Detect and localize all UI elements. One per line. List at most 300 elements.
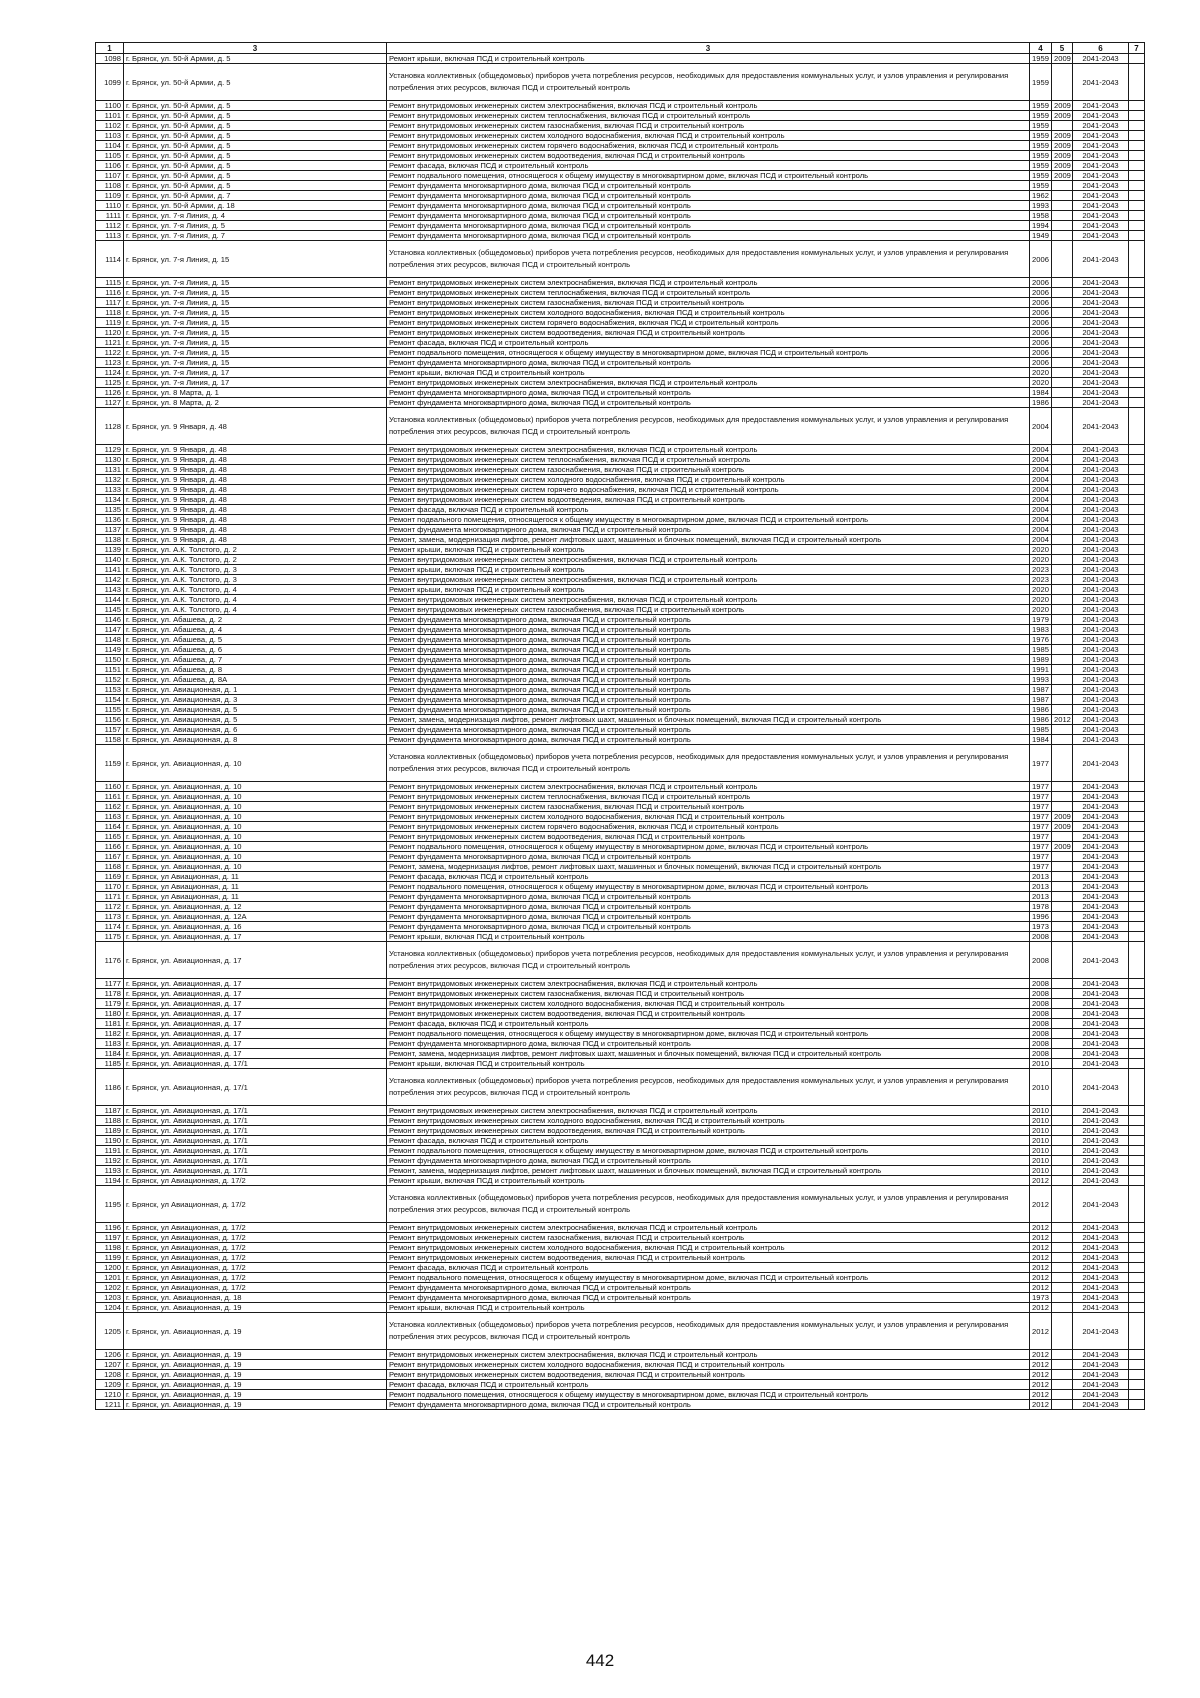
build-year-cell: 2012	[1030, 1380, 1052, 1390]
extra-cell	[1129, 1370, 1145, 1380]
work-type-cell: Установка коллективных (общедомовых) приборов учета потребления ресурсов, необходимых для предоставления коммунальных услуг, и узлов управления и регулирования потребления этих ресурсов, включая ПСД и строительный контроль	[387, 408, 1030, 445]
planned-period-cell: 2041-2043	[1073, 221, 1129, 231]
table-row	[96, 1069, 1145, 1106]
row-number-cell: 1102	[96, 121, 124, 131]
planned-period-cell: 2041-2043	[1073, 862, 1129, 872]
work-type-cell: Ремонт внутридомовых инженерных систем электроснабжения, включая ПСД и строительный контроль	[387, 278, 1030, 288]
extra-cell	[1129, 705, 1145, 715]
build-year-cell: 2008	[1030, 942, 1052, 979]
row-number-cell: 1191	[96, 1146, 124, 1156]
work-type-cell: Ремонт подвального помещения, относящегося к общему имуществу в многоквартирном доме, включая ПСД и строительный контроль	[387, 882, 1030, 892]
last-repair-year-cell	[1052, 1400, 1073, 1410]
last-repair-year-cell	[1052, 1039, 1073, 1049]
address-cell: г. Брянск, ул. Авиационная, д. 17	[124, 1049, 387, 1059]
row-number-cell: 1127	[96, 398, 124, 408]
extra-cell	[1129, 398, 1145, 408]
column-header: 3	[387, 43, 1030, 54]
extra-cell	[1129, 131, 1145, 141]
row-number-cell: 1105	[96, 151, 124, 161]
build-year-cell: 1989	[1030, 655, 1052, 665]
build-year-cell: 2008	[1030, 1029, 1052, 1039]
planned-period-cell: 2041-2043	[1073, 585, 1129, 595]
work-type-cell: Ремонт внутридомовых инженерных систем газоснабжения, включая ПСД и строительный контроль	[387, 605, 1030, 615]
table-row	[96, 802, 1145, 812]
extra-cell	[1129, 1186, 1145, 1223]
build-year-cell: 2012	[1030, 1370, 1052, 1380]
extra-cell	[1129, 892, 1145, 902]
table-row	[96, 378, 1145, 388]
planned-period-cell: 2041-2043	[1073, 1126, 1129, 1136]
table-row	[96, 525, 1145, 535]
last-repair-year-cell	[1052, 1156, 1073, 1166]
extra-cell	[1129, 872, 1145, 882]
last-repair-year-cell	[1052, 1116, 1073, 1126]
extra-cell	[1129, 792, 1145, 802]
table-row	[96, 1146, 1145, 1156]
row-number-cell: 1200	[96, 1263, 124, 1273]
extra-cell	[1129, 475, 1145, 485]
row-number-cell: 1152	[96, 675, 124, 685]
planned-period-cell: 2041-2043	[1073, 278, 1129, 288]
last-repair-year-cell	[1052, 288, 1073, 298]
planned-period-cell: 2041-2043	[1073, 211, 1129, 221]
last-repair-year-cell	[1052, 862, 1073, 872]
table-row	[96, 1313, 1145, 1350]
address-cell: г. Брянск, ул. Авиационная, д. 16	[124, 922, 387, 932]
build-year-cell: 1973	[1030, 922, 1052, 932]
address-cell: г. Брянск, ул. Авиационная, д. 10	[124, 822, 387, 832]
planned-period-cell: 2041-2043	[1073, 792, 1129, 802]
extra-cell	[1129, 675, 1145, 685]
last-repair-year-cell	[1052, 595, 1073, 605]
table-row	[96, 1253, 1145, 1263]
work-type-cell: Ремонт внутридомовых инженерных систем водоотведения, включая ПСД и строительный контроль	[387, 328, 1030, 338]
planned-period-cell: 2041-2043	[1073, 121, 1129, 131]
work-type-cell: Ремонт фундамента многоквартирного дома, включая ПСД и строительный контроль	[387, 645, 1030, 655]
planned-period-cell: 2041-2043	[1073, 1176, 1129, 1186]
row-number-cell: 1109	[96, 191, 124, 201]
table-row	[96, 495, 1145, 505]
row-number-cell: 1167	[96, 852, 124, 862]
last-repair-year-cell	[1052, 1380, 1073, 1390]
row-number-cell: 1139	[96, 545, 124, 555]
build-year-cell: 1959	[1030, 64, 1052, 101]
table-row	[96, 1273, 1145, 1283]
work-type-cell: Ремонт фасада, включая ПСД и строительный контроль	[387, 872, 1030, 882]
build-year-cell: 2008	[1030, 999, 1052, 1009]
extra-cell	[1129, 515, 1145, 525]
build-year-cell: 2020	[1030, 595, 1052, 605]
build-year-cell: 1984	[1030, 735, 1052, 745]
row-number-cell: 1126	[96, 388, 124, 398]
table-row	[96, 211, 1145, 221]
build-year-cell: 2012	[1030, 1313, 1052, 1350]
build-year-cell: 1978	[1030, 902, 1052, 912]
address-cell: г. Брянск, ул. 9 Января, д. 48	[124, 525, 387, 535]
planned-period-cell: 2041-2043	[1073, 1029, 1129, 1039]
planned-period-cell: 2041-2043	[1073, 852, 1129, 862]
row-number-cell: 1164	[96, 822, 124, 832]
work-type-cell: Ремонт фундамента многоквартирного дома, включая ПСД и строительный контроль	[387, 625, 1030, 635]
build-year-cell: 2010	[1030, 1136, 1052, 1146]
row-number-cell: 1207	[96, 1360, 124, 1370]
address-cell: г. Брянск, ул. 7-я Линия, д. 15	[124, 328, 387, 338]
last-repair-year-cell	[1052, 1390, 1073, 1400]
table-row	[96, 535, 1145, 545]
last-repair-year-cell	[1052, 221, 1073, 231]
table-row	[96, 278, 1145, 288]
table-row	[96, 181, 1145, 191]
row-number-cell: 1210	[96, 1390, 124, 1400]
table-row	[96, 408, 1145, 445]
build-year-cell: 1959	[1030, 141, 1052, 151]
last-repair-year-cell: 2009	[1052, 101, 1073, 111]
work-type-cell: Ремонт фундамента многоквартирного дома, включая ПСД и строительный контроль	[387, 902, 1030, 912]
address-cell: г. Брянск, ул. 7-я Линия, д. 15	[124, 241, 387, 278]
row-number-cell: 1122	[96, 348, 124, 358]
build-year-cell: 2012	[1030, 1233, 1052, 1243]
address-cell: г. Брянск, ул. 50-й Армии, д. 18	[124, 201, 387, 211]
planned-period-cell: 2041-2043	[1073, 555, 1129, 565]
last-repair-year-cell	[1052, 1293, 1073, 1303]
planned-period-cell: 2041-2043	[1073, 1166, 1129, 1176]
row-number-cell: 1143	[96, 585, 124, 595]
work-type-cell: Ремонт фундамента многоквартирного дома, включая ПСД и строительный контроль	[387, 922, 1030, 932]
table-row	[96, 1293, 1145, 1303]
planned-period-cell: 2041-2043	[1073, 368, 1129, 378]
work-type-cell: Ремонт фундамента многоквартирного дома, включая ПСД и строительный контроль	[387, 615, 1030, 625]
address-cell: г. Брянск, ул Авиационная, д. 11	[124, 892, 387, 902]
planned-period-cell: 2041-2043	[1073, 882, 1129, 892]
address-cell: г. Брянск, ул Авиационная, д. 11	[124, 882, 387, 892]
last-repair-year-cell	[1052, 181, 1073, 191]
last-repair-year-cell	[1052, 475, 1073, 485]
address-cell: г. Брянск, ул Авиационная, д. 17/2	[124, 1243, 387, 1253]
build-year-cell: 1977	[1030, 812, 1052, 822]
extra-cell	[1129, 1039, 1145, 1049]
build-year-cell: 1993	[1030, 201, 1052, 211]
row-number-cell: 1173	[96, 912, 124, 922]
address-cell: г. Брянск, ул. Авиационная, д. 18	[124, 1293, 387, 1303]
build-year-cell: 1977	[1030, 782, 1052, 792]
build-year-cell: 1991	[1030, 665, 1052, 675]
build-year-cell: 2010	[1030, 1106, 1052, 1116]
extra-cell	[1129, 1400, 1145, 1410]
table-row	[96, 1360, 1145, 1370]
table-row	[96, 832, 1145, 842]
work-type-cell: Ремонт внутридомовых инженерных систем теплоснабжения, включая ПСД и строительный контроль	[387, 792, 1030, 802]
table-row	[96, 655, 1145, 665]
table-row	[96, 485, 1145, 495]
address-cell: г. Брянск, ул. Авиационная, д. 19	[124, 1303, 387, 1313]
table-row	[96, 241, 1145, 278]
table-row	[96, 685, 1145, 695]
address-cell: г. Брянск, ул. Авиационная, д. 17/1	[124, 1069, 387, 1106]
work-type-cell: Ремонт внутридомовых инженерных систем водоотведения, включая ПСД и строительный контроль	[387, 151, 1030, 161]
last-repair-year-cell	[1052, 1059, 1073, 1069]
work-type-cell: Ремонт внутридомовых инженерных систем электроснабжения, включая ПСД и строительный контроль	[387, 595, 1030, 605]
address-cell: г. Брянск, ул. 7-я Линия, д. 15	[124, 318, 387, 328]
row-number-cell: 1179	[96, 999, 124, 1009]
build-year-cell: 1959	[1030, 101, 1052, 111]
table-row	[96, 231, 1145, 241]
row-number-cell: 1188	[96, 1116, 124, 1126]
build-year-cell: 1977	[1030, 792, 1052, 802]
table-row	[96, 318, 1145, 328]
work-type-cell: Ремонт фундамента многоквартирного дома, включая ПСД и строительный контроль	[387, 1283, 1030, 1293]
table-row	[96, 475, 1145, 485]
last-repair-year-cell	[1052, 455, 1073, 465]
table-row	[96, 1263, 1145, 1273]
address-cell: г. Брянск, ул. Авиационная, д. 17	[124, 979, 387, 989]
build-year-cell: 2013	[1030, 892, 1052, 902]
build-year-cell: 1986	[1030, 715, 1052, 725]
row-number-cell: 1157	[96, 725, 124, 735]
last-repair-year-cell	[1052, 575, 1073, 585]
planned-period-cell: 2041-2043	[1073, 1313, 1129, 1350]
planned-period-cell: 2041-2043	[1073, 171, 1129, 181]
build-year-cell: 1959	[1030, 54, 1052, 64]
address-cell: г. Брянск, ул. 7-я Линия, д. 4	[124, 211, 387, 221]
work-type-cell: Ремонт внутридомовых инженерных систем водоотведения, включая ПСД и строительный контроль	[387, 1370, 1030, 1380]
address-cell: г. Брянск, ул. Авиационная, д. 1	[124, 685, 387, 695]
work-type-cell: Ремонт внутридомовых инженерных систем водоотведения, включая ПСД и строительный контроль	[387, 832, 1030, 842]
address-cell: г. Брянск, ул. 9 Января, д. 48	[124, 408, 387, 445]
row-number-cell: 1098	[96, 54, 124, 64]
work-type-cell: Ремонт внутридомовых инженерных систем электроснабжения, включая ПСД и строительный контроль	[387, 979, 1030, 989]
row-number-cell: 1172	[96, 902, 124, 912]
table-row	[96, 792, 1145, 802]
address-cell: г. Брянск, ул. Авиационная, д. 19	[124, 1350, 387, 1360]
extra-cell	[1129, 1390, 1145, 1400]
extra-cell	[1129, 348, 1145, 358]
last-repair-year-cell	[1052, 852, 1073, 862]
table-row	[96, 1156, 1145, 1166]
row-number-cell: 1175	[96, 932, 124, 942]
table-row	[96, 1186, 1145, 1223]
build-year-cell: 1984	[1030, 388, 1052, 398]
last-repair-year-cell	[1052, 368, 1073, 378]
planned-period-cell: 2041-2043	[1073, 465, 1129, 475]
work-type-cell: Ремонт подвального помещения, относящегося к общему имуществу в многоквартирном доме, включая ПСД и строительный контроль	[387, 171, 1030, 181]
row-number-cell: 1133	[96, 485, 124, 495]
planned-period-cell: 2041-2043	[1073, 111, 1129, 121]
row-number-cell: 1150	[96, 655, 124, 665]
planned-period-cell: 2041-2043	[1073, 1186, 1129, 1223]
row-number-cell: 1160	[96, 782, 124, 792]
extra-cell	[1129, 989, 1145, 999]
planned-period-cell: 2041-2043	[1073, 605, 1129, 615]
work-type-cell: Ремонт фундамента многоквартирного дома, включая ПСД и строительный контроль	[387, 221, 1030, 231]
work-type-cell: Ремонт внутридомовых инженерных систем холодного водоснабжения, включая ПСД и строительный контроль	[387, 475, 1030, 485]
row-number-cell: 1114	[96, 241, 124, 278]
address-cell: г. Брянск, ул. Авиационная, д. 17/1	[124, 1106, 387, 1116]
row-number-cell: 1104	[96, 141, 124, 151]
row-number-cell: 1156	[96, 715, 124, 725]
planned-period-cell: 2041-2043	[1073, 1116, 1129, 1126]
address-cell: г. Брянск, ул. 50-й Армии, д. 5	[124, 181, 387, 191]
build-year-cell: 2008	[1030, 1049, 1052, 1059]
work-type-cell: Ремонт подвального помещения, относящегося к общему имуществу в многоквартирном доме, включая ПСД и строительный контроль	[387, 1390, 1030, 1400]
last-repair-year-cell	[1052, 1253, 1073, 1263]
extra-cell	[1129, 54, 1145, 64]
planned-period-cell: 2041-2043	[1073, 595, 1129, 605]
extra-cell	[1129, 695, 1145, 705]
extra-cell	[1129, 1146, 1145, 1156]
last-repair-year-cell	[1052, 231, 1073, 241]
planned-period-cell: 2041-2043	[1073, 575, 1129, 585]
extra-cell	[1129, 1029, 1145, 1039]
extra-cell	[1129, 141, 1145, 151]
planned-period-cell: 2041-2043	[1073, 398, 1129, 408]
row-number-cell: 1194	[96, 1176, 124, 1186]
address-cell: г. Брянск, ул. Авиационная, д. 17	[124, 999, 387, 1009]
column-header: 1	[96, 43, 124, 54]
row-number-cell: 1204	[96, 1303, 124, 1313]
row-number-cell: 1149	[96, 645, 124, 655]
build-year-cell: 2012	[1030, 1283, 1052, 1293]
table-row	[96, 388, 1145, 398]
row-number-cell: 1101	[96, 111, 124, 121]
extra-cell	[1129, 485, 1145, 495]
planned-period-cell: 2041-2043	[1073, 445, 1129, 455]
planned-period-cell: 2041-2043	[1073, 635, 1129, 645]
table-row	[96, 171, 1145, 181]
work-type-cell: Ремонт крыши, включая ПСД и строительный контроль	[387, 54, 1030, 64]
page-number: 442	[585, 1651, 615, 1670]
work-type-cell: Ремонт фундамента многоквартирного дома, включая ПСД и строительный контроль	[387, 655, 1030, 665]
extra-cell	[1129, 615, 1145, 625]
table-row	[96, 191, 1145, 201]
address-cell: г. Брянск, ул. Абашева, д. 5	[124, 635, 387, 645]
work-type-cell: Ремонт подвального помещения, относящегося к общему имуществу в многоквартирном доме, включая ПСД и строительный контроль	[387, 842, 1030, 852]
work-type-cell: Ремонт внутридомовых инженерных систем водоотведения, включая ПСД и строительный контроль	[387, 1126, 1030, 1136]
last-repair-year-cell	[1052, 1176, 1073, 1186]
build-year-cell: 2006	[1030, 278, 1052, 288]
address-cell: г. Брянск, ул. Авиационная, д. 17	[124, 1029, 387, 1039]
planned-period-cell: 2041-2043	[1073, 902, 1129, 912]
extra-cell	[1129, 1283, 1145, 1293]
extra-cell	[1129, 408, 1145, 445]
extra-cell	[1129, 812, 1145, 822]
row-number-cell: 1166	[96, 842, 124, 852]
table-row	[96, 358, 1145, 368]
work-type-cell: Ремонт фундамента многоквартирного дома, включая ПСД и строительный контроль	[387, 1039, 1030, 1049]
work-type-cell: Ремонт внутридомовых инженерных систем электроснабжения, включая ПСД и строительный контроль	[387, 101, 1030, 111]
last-repair-year-cell	[1052, 1069, 1073, 1106]
last-repair-year-cell: 2012	[1052, 715, 1073, 725]
table-row	[96, 675, 1145, 685]
row-number-cell: 1113	[96, 231, 124, 241]
address-cell: г. Брянск, ул. 50-й Армии, д. 5	[124, 141, 387, 151]
last-repair-year-cell	[1052, 922, 1073, 932]
build-year-cell: 1977	[1030, 832, 1052, 842]
last-repair-year-cell	[1052, 1233, 1073, 1243]
extra-cell	[1129, 665, 1145, 675]
last-repair-year-cell	[1052, 565, 1073, 575]
last-repair-year-cell	[1052, 725, 1073, 735]
last-repair-year-cell: 2009	[1052, 141, 1073, 151]
build-year-cell: 1996	[1030, 912, 1052, 922]
work-type-cell: Установка коллективных (общедомовых) приборов учета потребления ресурсов, необходимых для предоставления коммунальных услуг, и узлов управления и регулирования потребления этих ресурсов, включая ПСД и строительный контроль	[387, 64, 1030, 101]
table-row	[96, 465, 1145, 475]
work-type-cell: Ремонт внутридомовых инженерных систем электроснабжения, включая ПСД и строительный контроль	[387, 378, 1030, 388]
address-cell: г. Брянск, ул. Авиационная, д. 17	[124, 932, 387, 942]
work-type-cell: Ремонт фасада, включая ПСД и строительный контроль	[387, 1019, 1030, 1029]
planned-period-cell: 2041-2043	[1073, 358, 1129, 368]
extra-cell	[1129, 465, 1145, 475]
address-cell: г. Брянск, ул. Абашева, д. 8	[124, 665, 387, 675]
work-type-cell: Ремонт внутридомовых инженерных систем холодного водоснабжения, включая ПСД и строительный контроль	[387, 812, 1030, 822]
last-repair-year-cell	[1052, 398, 1073, 408]
planned-period-cell: 2041-2043	[1073, 1156, 1129, 1166]
extra-cell	[1129, 745, 1145, 782]
extra-cell	[1129, 555, 1145, 565]
table-row	[96, 151, 1145, 161]
address-cell: г. Брянск, ул. Авиационная, д. 19	[124, 1390, 387, 1400]
row-number-cell: 1123	[96, 358, 124, 368]
planned-period-cell: 2041-2043	[1073, 495, 1129, 505]
row-number-cell: 1153	[96, 685, 124, 695]
address-cell: г. Брянск, ул. Авиационная, д. 10	[124, 802, 387, 812]
extra-cell	[1129, 655, 1145, 665]
build-year-cell: 2012	[1030, 1350, 1052, 1360]
planned-period-cell: 2041-2043	[1073, 695, 1129, 705]
table-row	[96, 715, 1145, 725]
table-row	[96, 221, 1145, 231]
table-row	[96, 308, 1145, 318]
table-row	[96, 615, 1145, 625]
extra-cell	[1129, 635, 1145, 645]
header-row	[96, 43, 1145, 54]
address-cell: г. Брянск, ул. 9 Января, д. 48	[124, 485, 387, 495]
last-repair-year-cell	[1052, 338, 1073, 348]
last-repair-year-cell: 2009	[1052, 54, 1073, 64]
table-row	[96, 645, 1145, 655]
last-repair-year-cell	[1052, 735, 1073, 745]
work-type-cell: Ремонт фундамента многоквартирного дома, включая ПСД и строительный контроль	[387, 675, 1030, 685]
row-number-cell: 1146	[96, 615, 124, 625]
planned-period-cell: 2041-2043	[1073, 1400, 1129, 1410]
planned-period-cell: 2041-2043	[1073, 989, 1129, 999]
extra-cell	[1129, 201, 1145, 211]
extra-cell	[1129, 111, 1145, 121]
extra-cell	[1129, 1106, 1145, 1116]
extra-cell	[1129, 161, 1145, 171]
table-row	[96, 111, 1145, 121]
planned-period-cell: 2041-2043	[1073, 328, 1129, 338]
planned-period-cell: 2041-2043	[1073, 1146, 1129, 1156]
table-row	[96, 368, 1145, 378]
table-row	[96, 555, 1145, 565]
row-number-cell: 1174	[96, 922, 124, 932]
build-year-cell: 2012	[1030, 1263, 1052, 1273]
last-repair-year-cell: 2009	[1052, 161, 1073, 171]
address-cell: г. Брянск, ул. Абашева, д. 6	[124, 645, 387, 655]
extra-cell	[1129, 782, 1145, 792]
work-type-cell: Ремонт фундамента многоквартирного дома, включая ПСД и строительный контроль	[387, 705, 1030, 715]
build-year-cell: 1977	[1030, 745, 1052, 782]
row-number-cell: 1110	[96, 201, 124, 211]
row-number-cell: 1171	[96, 892, 124, 902]
last-repair-year-cell	[1052, 1106, 1073, 1116]
build-year-cell: 1985	[1030, 725, 1052, 735]
address-cell: г. Брянск, ул. 7-я Линия, д. 17	[124, 368, 387, 378]
last-repair-year-cell	[1052, 1019, 1073, 1029]
address-cell: г. Брянск, ул. 9 Января, д. 48	[124, 535, 387, 545]
work-type-cell: Ремонт подвального помещения, относящегося к общему имуществу в многоквартирном доме, включая ПСД и строительный контроль	[387, 1146, 1030, 1156]
planned-period-cell: 2041-2043	[1073, 685, 1129, 695]
